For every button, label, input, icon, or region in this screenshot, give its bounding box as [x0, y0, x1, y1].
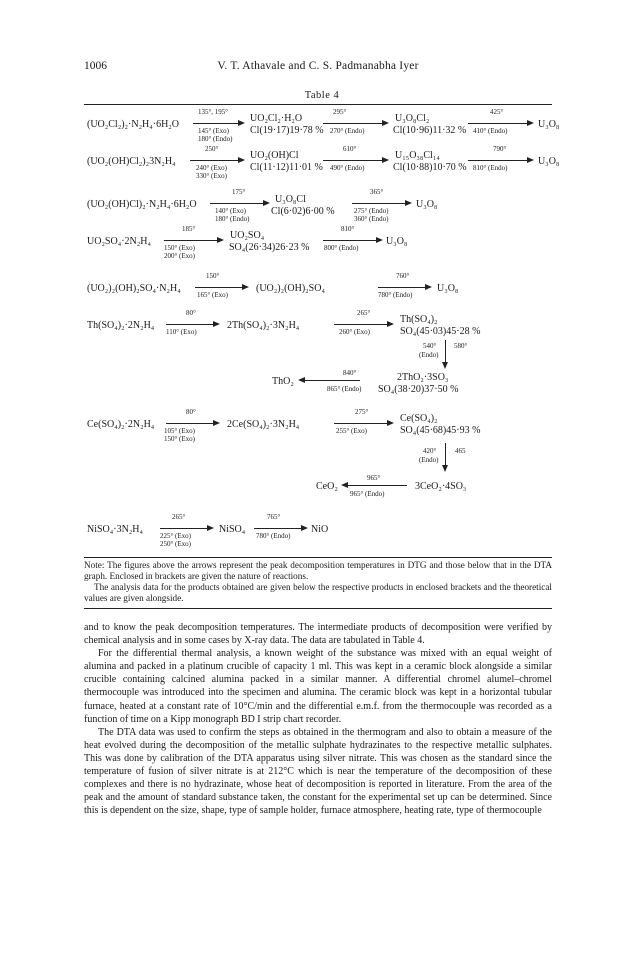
r2-a1-above: 250° [205, 145, 219, 153]
r1-arrow-3 [468, 123, 532, 124]
ni-a1-below-2: 250° (Exo) [160, 540, 191, 548]
table-caption: Table 4 [304, 90, 340, 101]
r4-product-1: UO₂SO₄ [230, 230, 265, 241]
r2-product-2: U₁₅O₃₈Cl₁₄ [395, 150, 440, 161]
ce-analysis-2: SO₄(45·68)45·93 % [400, 425, 481, 436]
th-down-right: 580° [454, 342, 468, 350]
r4-arrow-2 [323, 240, 381, 241]
r2-a3-below: 810° (Endo) [473, 164, 508, 172]
paragraph-3: The DTA data was used to confirm the steps as obtained in the thermogram and also to obtain a measure of the heat evolved during the decomposition of the metallic sulphate hydrazinates to the respective metallic sulphates. This was done by calibration of the DTA apparatus using silver nitrate. This was chosen as the standard since the temperature of fusion of silver nitrate is at 212°C which is near the temperature of the decomposition of these complexes and there is no hydrazinate, whose heat of decomposition is reported in literature. From the area of the peak and the amount of standard substance taken, the constant for the experimental set up can be determined. Since this is dependent on the size, shape, type of sample holder, furnace atmosphere, heating rate, type of thermocouple [84, 726, 552, 817]
r1-analysis-1: Cl(19·17)19·78 % [250, 125, 324, 136]
compound-4: UO₂SO₄·2N₂H₄ [87, 236, 151, 247]
r2-final: U₃O₈ [538, 156, 560, 167]
r1-final: U₃O₈ [538, 119, 560, 130]
paragraph-1: and to know the peak decomposition temperatures. The intermediate products of decomposition were verified by chemical analysis and in some cases by X-ray data. The data are tabulated in Table 4. [84, 622, 552, 647]
r3-analysis-1: Cl(6·02)6·00 % [271, 206, 335, 217]
ni-final: NiO [311, 524, 329, 535]
ce-product-2: Ce(SO₄)₂ [400, 413, 438, 424]
r4-a2-above: 810° [341, 225, 355, 233]
th-arrow-down [445, 340, 446, 367]
table-note [84, 560, 552, 604]
ni-a1-above: 265° [172, 513, 186, 521]
page-number: 1006 [84, 60, 107, 72]
ce-a2-below: 255° (Exo) [336, 427, 367, 435]
ce-arrow-down [445, 443, 446, 470]
ni-arrow-2 [254, 528, 306, 529]
ce-down-left-2: (Endo) [419, 456, 439, 464]
r1-a3-above: 425° [490, 108, 504, 116]
compound-5: (UO₂)₂(OH)₂SO₄·N₂H₄ [87, 283, 181, 294]
note-bottom-rule [84, 608, 552, 609]
th-a2-below: 260° (Exo) [339, 328, 370, 336]
r5-arrow-2 [378, 287, 430, 288]
paragraph-2: For the differential thermal analysis, a known weight of the substance was mixed with an equal weight of alumina and packed in a platinum crucible of capacity 1 ml. This was kept in a ceramic block alongside a similar crucible containing calcined alumina packed in a similar manner. A differential chromel alumel–chromel thermocouple was introduced into the specimen and alumina. The ceramic block was kept in a horizontal tubular furnace, heated at a constant rate of 10°C/min and the differential e.m.f. from the thermocouple was recorded as a function of time on a Kipp monograph BD I strip chart recorder. [84, 648, 552, 725]
r3-a2-below-2: 360° (Endo) [354, 215, 389, 223]
r3-a1-below-1: 140° (Exo) [215, 207, 246, 215]
ce-product-3: 3CeO₂·4SO₃ [415, 481, 467, 492]
r2-a2-below: 490° (Endo) [330, 164, 365, 172]
body-text [84, 621, 552, 817]
th-a1-below: 110° (Exo) [166, 328, 197, 336]
r2-a1-below-2: 330° (Exo) [196, 172, 227, 180]
th-a2-above: 265° [357, 309, 371, 317]
ce-compound: Ce(SO₄)₂·2N₂H₄ [87, 419, 155, 430]
th-arrow-2 [334, 324, 392, 325]
th-a3-above: 840° [343, 369, 357, 377]
r4-arrow-1 [164, 240, 222, 241]
r2-analysis-1: Cl(11·12)11·01 % [250, 162, 323, 173]
r5-a1-above: 150° [206, 272, 220, 280]
r4-a1-above: 185° [182, 225, 196, 233]
r4-a1-below-1: 150° (Exo) [164, 244, 195, 252]
th-final: ThO₂ [272, 376, 294, 387]
ni-a2-above: 765° [267, 513, 281, 521]
compound-2: (UO₂(OH)Cl₂)₂3N₂H₄ [87, 156, 176, 167]
r2-a1-below-1: 240° (Exo) [196, 164, 227, 172]
r2-arrow-3 [468, 160, 532, 161]
r2-arrow-2 [323, 160, 387, 161]
r5-a1-below: 165° (Exo) [197, 291, 228, 299]
r4-analysis-1: SO₄(26·34)26·23 % [229, 242, 310, 253]
ce-final: CeO₂ [316, 481, 338, 492]
ni-compound: NiSO₄·3N₂H₄ [87, 524, 144, 535]
r3-arrow-1 [210, 203, 268, 204]
r3-a1-below-2: 180° (Endo) [215, 215, 250, 223]
r3-product-1: U₃O₈Cl [275, 194, 306, 205]
r1-a1-above: 135°, 195° [198, 108, 229, 116]
r3-arrow-2 [352, 203, 410, 204]
th-down-left-2: (Endo) [419, 351, 439, 359]
ce-a1-below-1: 105° (Exo) [164, 427, 195, 435]
r2-a3-above: 790° [493, 145, 507, 153]
r1-a2-above: 295° [333, 108, 347, 116]
th-analysis-3: SO₄(38·20)37·50 % [378, 384, 459, 395]
table-note-1: Note: The figures above the arrows represent the peak decomposition temperatures in DTG and those below that in the DTA graph. Enclosed in brackets are given the nature of reactions. [84, 560, 552, 581]
r2-analysis-2: Cl(10·88)10·70 % [393, 162, 467, 173]
running-head: V. T. Athavale and C. S. Padmanabha Iyer [217, 60, 419, 72]
r3-a2-above: 365° [370, 188, 384, 196]
r4-a1-below-2: 200° (Exo) [164, 252, 195, 260]
th-product-1: 2Th(SO₄)₂·3N₂H₄ [227, 320, 300, 331]
r2-product-1: UO₂(OH)Cl [250, 150, 299, 161]
ce-arrow-2 [334, 423, 392, 424]
ni-arrow-1 [160, 528, 212, 529]
ni-product-1: NiSO₄ [219, 524, 246, 535]
ce-a3-below: 965° (Endo) [350, 490, 385, 498]
th-down-left-1: 540° [423, 342, 437, 350]
r1-product-1: UO₂Cl₂·H₂O [250, 113, 303, 124]
r1-a1-below-2: 180° (Endo) [198, 135, 233, 143]
table-note-2: The analysis data for the products obtained are given below the respective products in enclosed brackets and the theoretical values are given alongside. [84, 582, 552, 603]
ce-a1-above: 80° [186, 408, 196, 416]
ce-down-right: 465 [455, 447, 466, 455]
th-compound: Th(SO₄)₂·2N₂H₄ [87, 320, 155, 331]
th-a1-above: 80° [186, 309, 196, 317]
ce-down-left-1: 420° [423, 447, 437, 455]
r2-a2-above: 610° [343, 145, 357, 153]
ce-arrow-3 [343, 485, 407, 486]
th-analysis-2: SO₄(45·03)45·28 % [400, 326, 481, 337]
r5-a2-below: 780° (Endo) [378, 291, 413, 299]
r5-a2-above: 760° [396, 272, 410, 280]
r3-a1-above: 175° [232, 188, 246, 196]
ce-a1-below-2: 150° (Exo) [164, 435, 195, 443]
th-arrow-3 [300, 380, 360, 381]
r1-arrow-2 [323, 123, 387, 124]
r2-arrow-1 [190, 160, 243, 161]
r4-a2-below: 800° (Endo) [324, 244, 359, 252]
ce-arrow-1 [166, 423, 218, 424]
r1-a3-below: 410° (Endo) [473, 127, 508, 135]
th-product-2: Th(SO₄)₂ [400, 314, 438, 325]
r1-a2-below: 270° (Endo) [330, 127, 365, 135]
table-bottom-rule [84, 557, 552, 558]
ni-a2-below: 780° (Endo) [256, 532, 291, 540]
r4-final: U₃O₈ [386, 236, 408, 247]
r1-product-2: U₃O₈Cl₂ [395, 113, 430, 124]
r1-arrow-1 [193, 123, 243, 124]
th-a3-below: 865° (Endo) [327, 385, 362, 393]
compound-3: (UO₂(OH)Cl)₂·N₂H₄·6H₂O [87, 199, 197, 210]
compound-1: (UO₂Cl₂)₂·N₂H₄·6H₂O [87, 119, 180, 130]
r1-a1-below-1: 145° (Exo) [198, 127, 229, 135]
th-product-3: 2ThO₂·3SO₃ [397, 372, 449, 383]
r5-arrow-1 [195, 287, 247, 288]
r3-final: U₃O₈ [416, 199, 438, 210]
ni-a1-below-1: 225° (Exo) [160, 532, 191, 540]
ce-a3-above: 965° [367, 474, 381, 482]
r5-product-1: (UO₂)₂(OH)₂SO₄ [256, 283, 325, 294]
th-arrow-1 [166, 324, 218, 325]
r1-analysis-2: Cl(10·96)11·32 % [393, 125, 467, 136]
ce-a2-above: 275° [355, 408, 369, 416]
r5-final: U₃O₈ [437, 283, 459, 294]
ce-product-1: 2Ce(SO₄)₂·3N₂H₄ [227, 419, 300, 430]
r3-a2-below-1: 275° (Endo) [354, 207, 389, 215]
